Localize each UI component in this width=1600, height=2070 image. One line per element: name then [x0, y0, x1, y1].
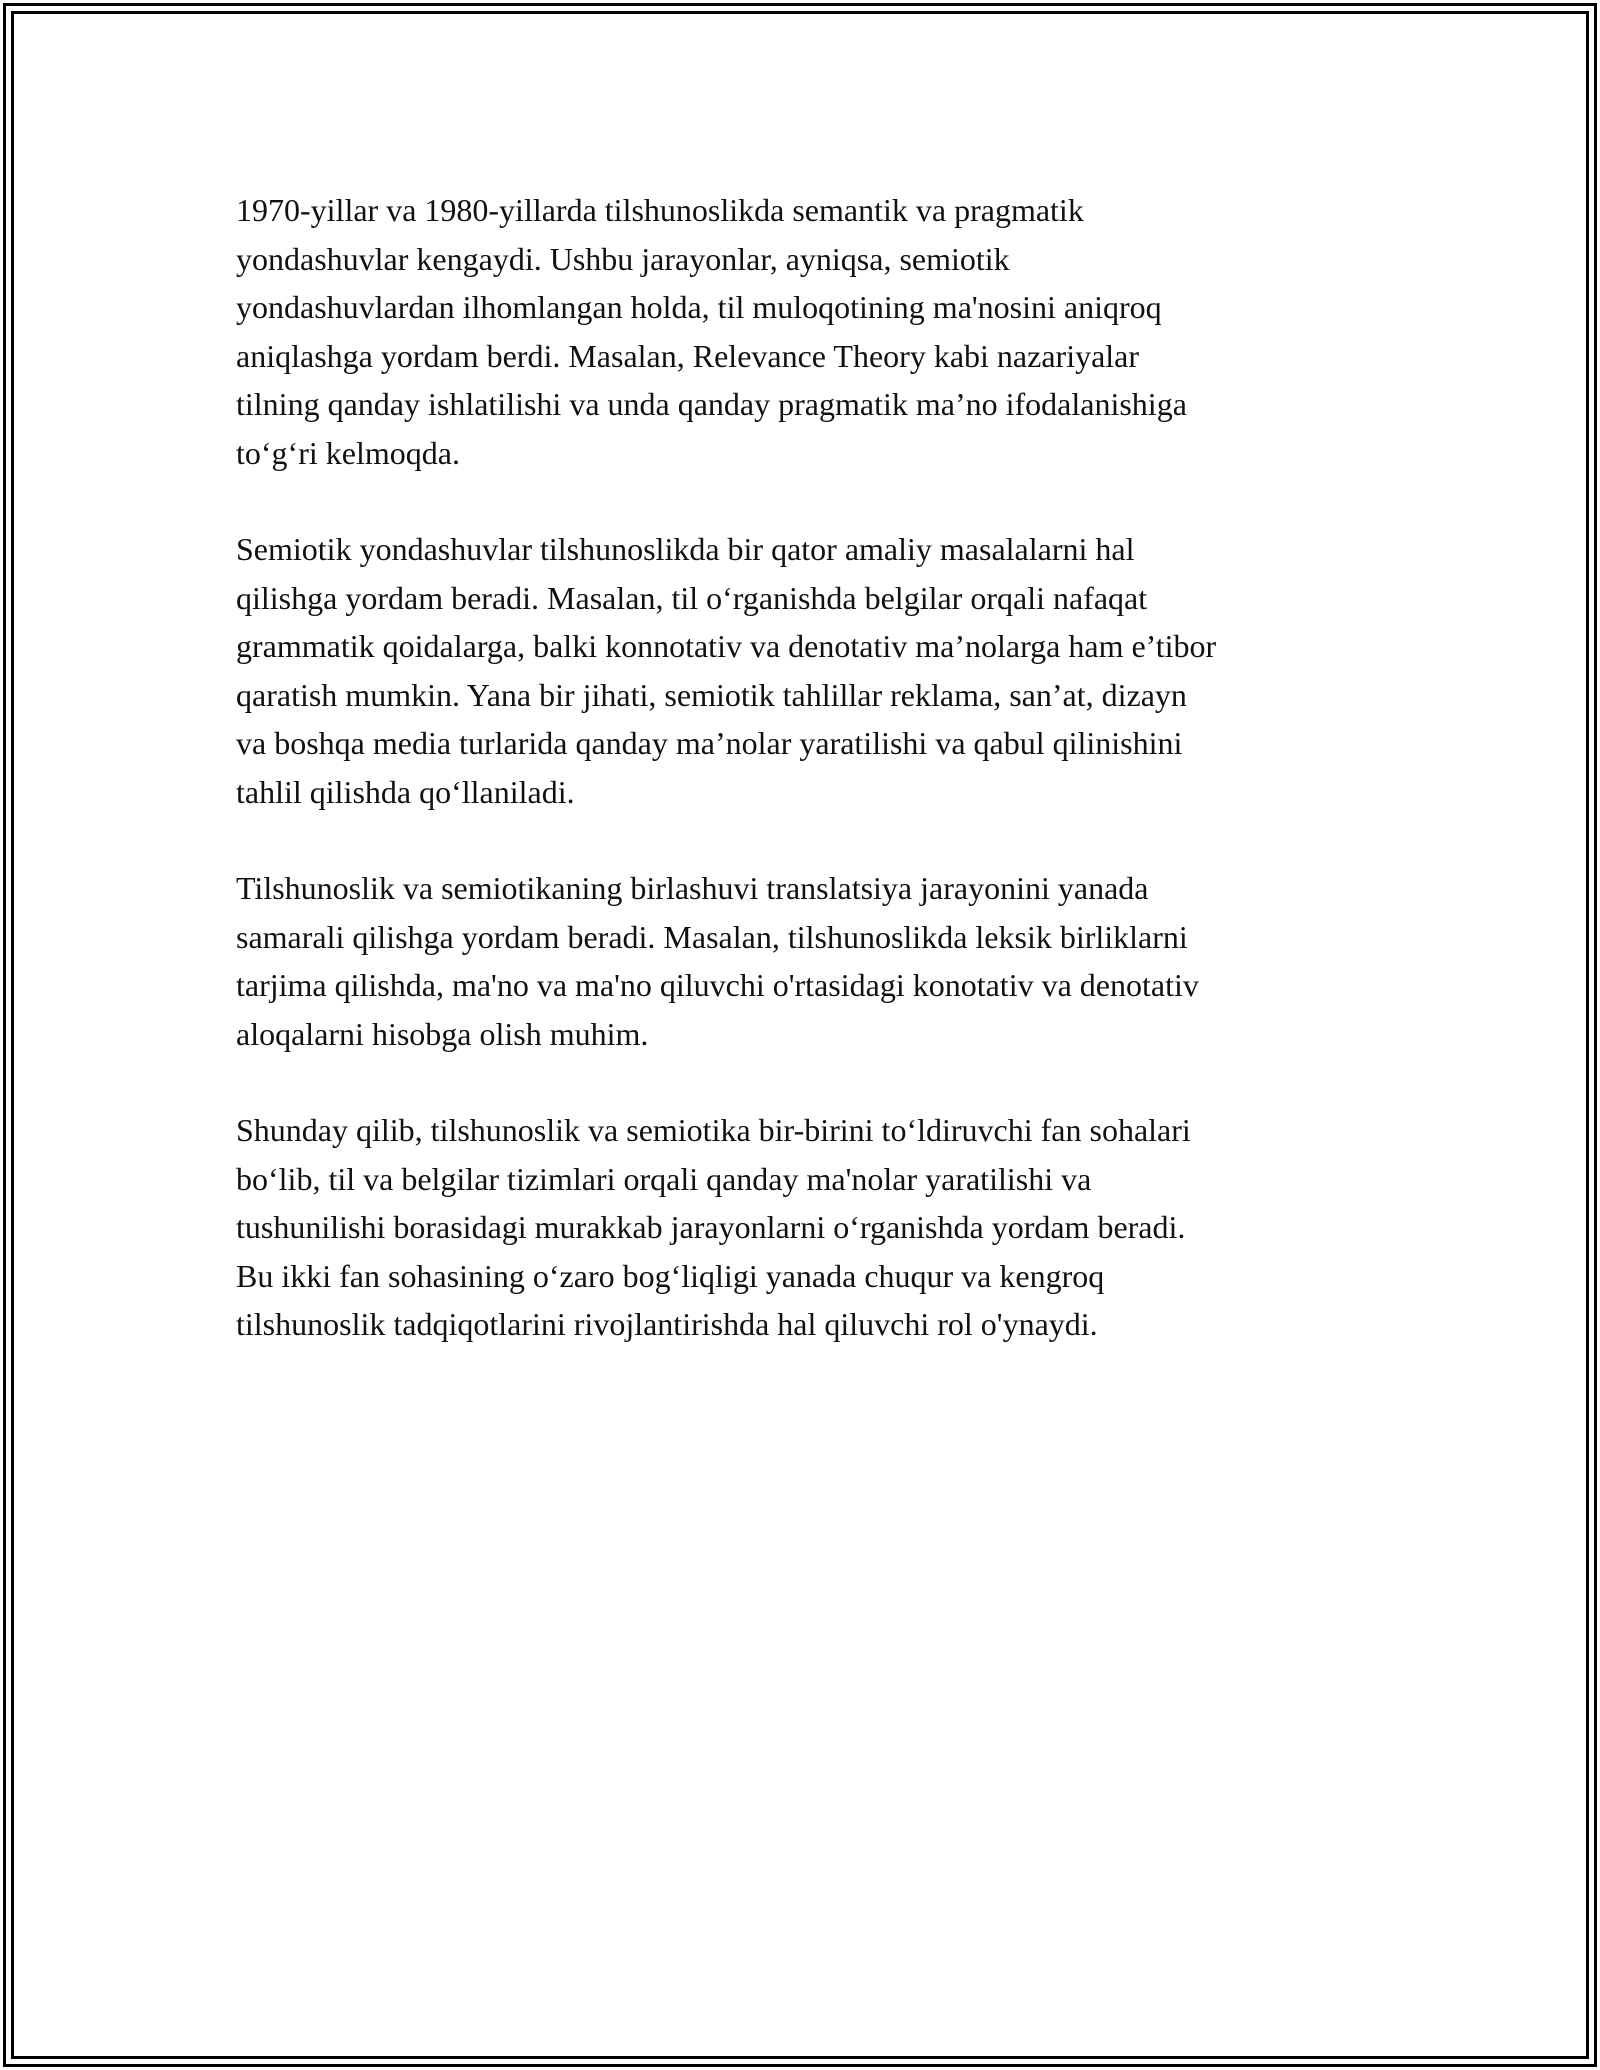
paragraph-2: Semiotik yondashuvlar tilshunoslikda bir qator amaliy masalalarni hal qilishga yordam beradi. Masalan, til o‘rganishda belgilar orqali nafaqat grammatik qoidalarga, balki konnotativ va denotativ ma’nolarga ham e’tibor qaratish mumkin. Yana bir jihati, semiotik tahlillar reklama, san’at, dizayn va boshqa media turlarida qanday ma’nolar yaratilishi va qabul qilinishini tahlil qilishda qo‘llaniladi.: [236, 531, 1217, 810]
paragraph-3: Tilshunoslik va semiotikaning birlashuvi translatsiya jarayonini yanada samarali qilishga yordam beradi. Masalan, tilshunoslikda leksik birliklarni tarjima qilishda, ma'no va ma'no qiluvchi o'rtasidagi konotativ va denotativ aloqalarni hisobga olish muhim.: [236, 870, 1199, 1052]
paragraph-4: Shunday qilib, tilshunoslik va semiotika bir-birini to‘ldiruvchi fan sohalari bo‘lib, til va belgilar tizimlari orqali qanday ma'nolar yaratilishi va tushunilishi borasidagi murakkab jarayonlarni o‘rganishda yordam beradi. Bu ikki fan sohasining o‘zaro bog‘liqligi yanada chuqur va kengroq tilshunoslik tadqiqotlarini rivojlantirishda hal qiluvchi rol o'ynaydi.: [236, 1112, 1191, 1342]
paragraph-1: 1970-yillar va 1980-yillarda tilshunoslikda semantik va pragmatik yondashuvlar kengaydi. Ushbu jarayonlar, ayniqsa, semiotik yondashuvlardan ilhomlangan holda, til muloqotining ma'nosini aniqroq aniqlashga yordam berdi. Masalan, Relevance Theory kabi nazariyalar tilning qanday ishlatilishi va unda qanday pragmatik ma’no ifodalanishiga to‘g‘ri kelmoqda.: [236, 192, 1187, 471]
document-body: [236, 186, 1386, 1397]
